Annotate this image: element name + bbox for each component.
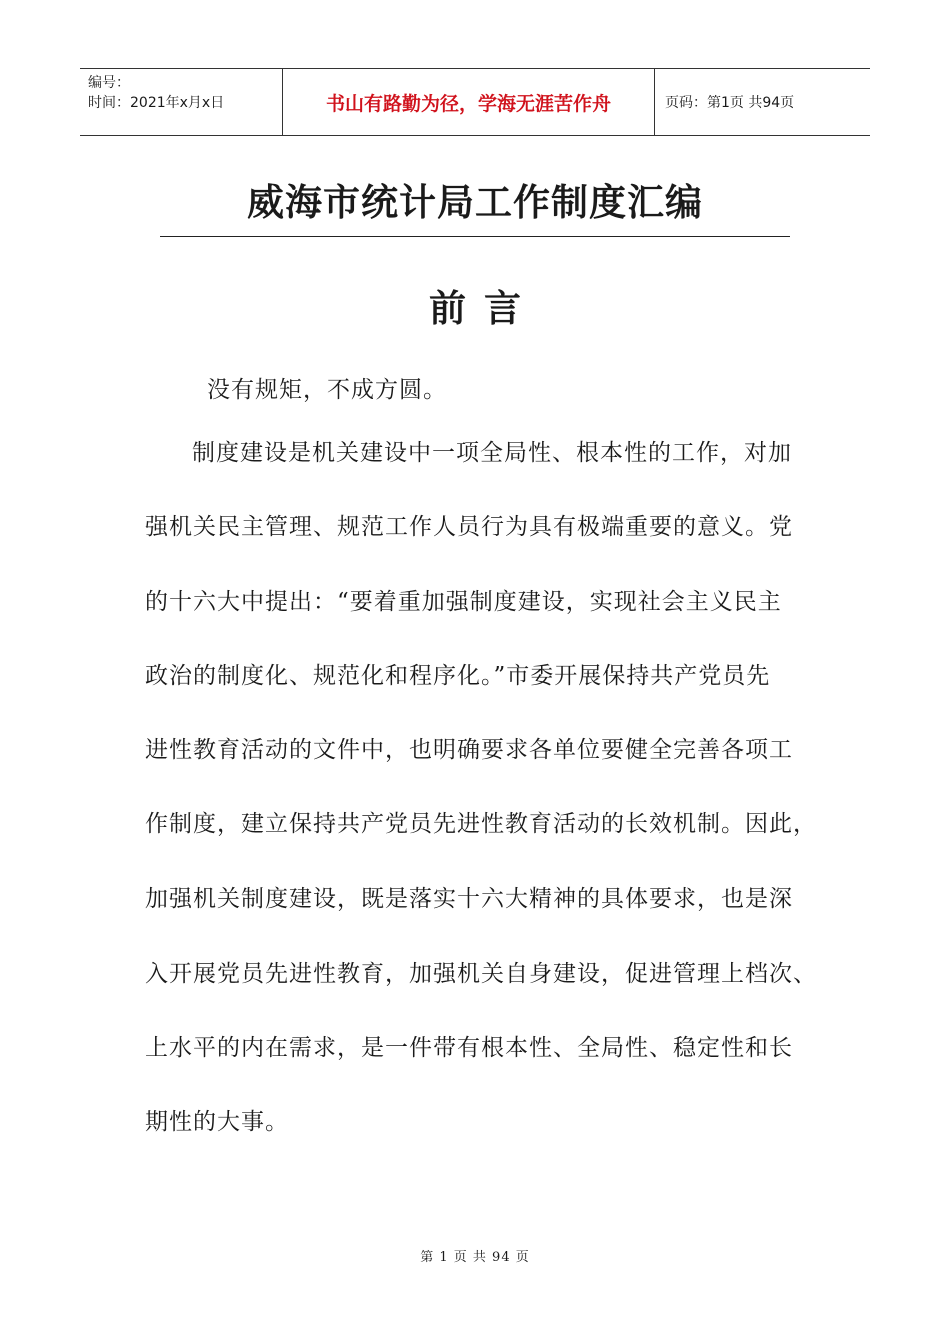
section-title: 前言 — [429, 287, 539, 330]
paragraph-line: 进性教育活动的文件中，也明确要求各单位要健全完善各项工 — [145, 737, 793, 763]
paragraph-line: 没有规矩，不成方圆。 — [207, 377, 447, 403]
paragraph-line: 政治的制度化、规范化和程序化。”市委开展保持共产党员先 — [145, 663, 771, 689]
paragraph-line: 加强机关制度建设，既是落实十六大精神的具体要求，也是深 — [145, 886, 793, 912]
title-divider — [160, 236, 790, 237]
paragraph-line: 强机关民主管理、规范工作人员行为具有极端重要的意义。党 — [145, 514, 793, 540]
paragraph-line: 作制度，建立保持共产党员先进性教育活动的长效机制。因此， — [145, 811, 817, 837]
header-motto: 书山有路勤为径，学海无涯苦作舟 — [325, 92, 611, 115]
header-page-info: 页码：第1页 共94页 — [665, 95, 795, 111]
document-header — [80, 68, 870, 136]
document-title: 威海市统计局工作制度汇编 — [247, 181, 703, 224]
paragraph-line: 上水平的内在需求，是一件带有根本性、全局性、稳定性和长 — [145, 1035, 793, 1061]
paragraph-line: 制度建设是机关建设中一项全局性、根本性的工作，对加 — [192, 440, 792, 466]
paragraph-line: 期性的大事。 — [145, 1109, 289, 1135]
paragraph-line: 入开展党员先进性教育，加强机关自身建设，促进管理上档次、 — [145, 961, 817, 987]
header-time-label: 时间：2021年x月x日 — [88, 95, 225, 111]
header-number-label: 编号： — [88, 75, 130, 91]
header-page-cell — [655, 69, 870, 135]
paragraph-line: 的十六大中提出：“要着重加强制度建设，实现社会主义民主 — [145, 589, 782, 615]
header-meta — [80, 69, 282, 135]
page-footer: 第 1 页 共 94 页 — [420, 1250, 530, 1265]
header-motto-cell — [282, 69, 655, 135]
